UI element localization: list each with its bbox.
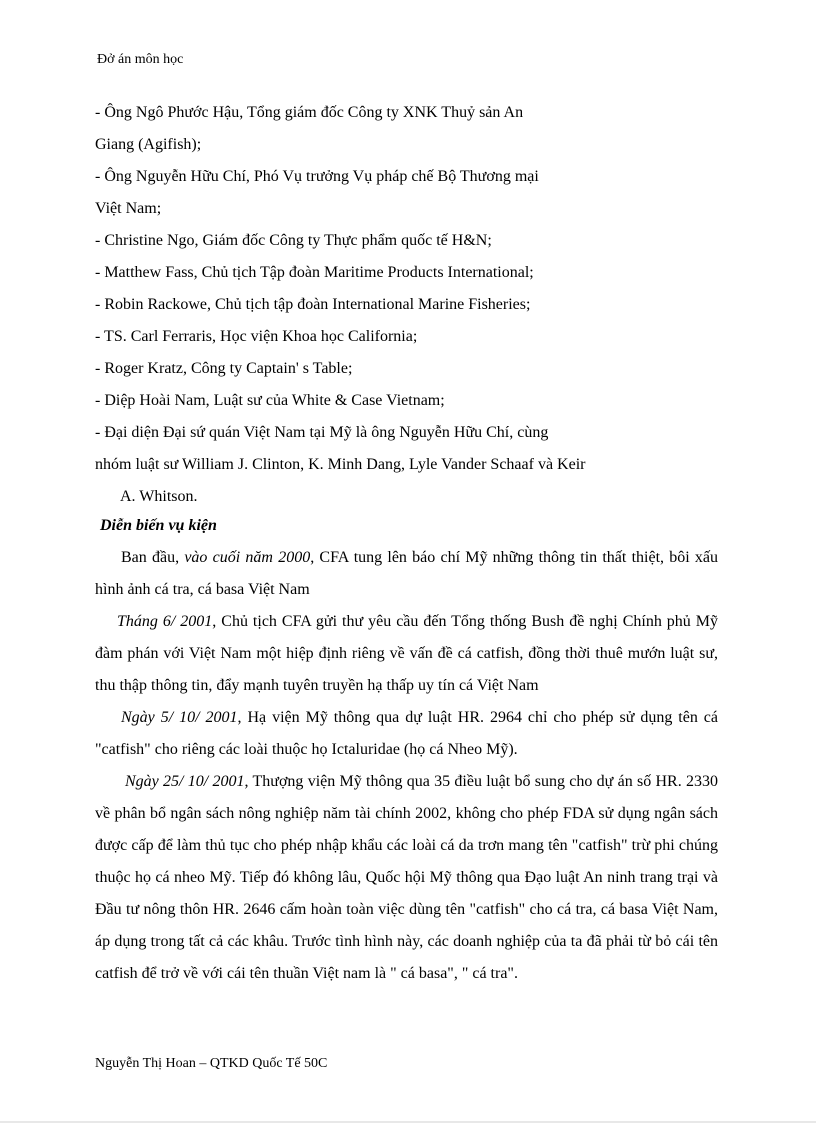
paragraph [95,542,718,606]
list-line: A. Whitson. [120,488,198,505]
section-heading: Diễn biến vụ kiện [100,517,217,534]
paragraph [95,702,718,766]
paragraph-date: Tháng 6/ 2001 [117,613,213,630]
page-footer: Nguyễn Thị Hoan – QTKD Quốc Tế 50C [95,1056,328,1071]
list-line: - Matthew Fass, Chủ tịch Tập đoàn Maritime Products International; [95,264,534,281]
list-line: - Roger Kratz, Công ty Captain' s Table; [95,360,353,377]
paragraph-text: , Thượng viện Mỹ thông qua 35 điều luật bổ sung cho dự án số HR. 2330 về phân bổ ngân sách nông nghiệp năm tài chính 2002, không cho phép FDA sử dụng ngân sách được cấp để làm thủ tục cho phép nhập khẩu các loài cá da trơn mang tên "catfish" trừ phi chúng thuộc họ cá nheo Mỹ. Tiếp đó không lâu, Quốc hội Mỹ thông qua Đạo luật An ninh trang trại và Đầu tư nông thôn HR. 2646 cấm hoàn toàn việc dùng tên "catfish" cho cá tra, cá basa Việt Nam, áp dụng trong tất cả các khâu. Trước tình hình này, các doanh nghiệp của ta đã phải từ bỏ cái tên catfish để trở về với cái tên thuần Việt nam là " cá basa", " cá tra". [95,773,719,982]
list-line: - TS. Carl Ferraris, Học viện Khoa học California; [95,328,418,345]
paragraph-lead: Ban đầu, [121,549,185,566]
list-line: - Diệp Hoài Nam, Luật sư của White & Case Vietnam; [95,392,445,409]
list-line: - Ông Ngô Phước Hậu, Tổng giám đốc Công ty XNK Thuỷ sản An [95,104,524,121]
paragraph-text: , Hạ viện Mỹ thông qua dự luật HR. 2964 chỉ cho phép sử dụng tên cá "catfish" cho riêng các loài thuộc họ Ictaluridae (họ cá Nheo Mỹ). [95,709,719,758]
paragraph [95,766,718,990]
list-line: - Ông Nguyễn Hữu Chí, Phó Vụ trưởng Vụ pháp chế Bộ Thương mại [95,168,539,185]
paragraph-date: Ngày 5/ 10/ 2001 [121,709,238,726]
list-line: nhóm luật sư William J. Clinton, K. Minh Dang, Lyle Vander Schaaf và Keir [95,456,586,473]
list-line: - Robin Rackowe, Chủ tịch tập đoàn International Marine Fisheries; [95,296,531,313]
page-header: Đở án môn học [97,52,184,67]
list-line: - Christine Ngo, Giám đốc Công ty Thực phẩm quốc tế H&N; [95,232,492,249]
paragraph-date: vào cuối năm 2000 [184,549,311,566]
list-line: - Đại diện Đại sứ quán Việt Nam tại Mỹ là ông Nguyễn Hữu Chí, cùng [95,424,549,441]
paragraph-text: , Chủ tịch CFA gửi thư yêu cầu đến Tổng thống Bush đề nghị Chính phủ Mỹ đàm phán với Việt Nam một hiệp định riêng về vấn đề cá catfish, đồng thời thuê mướn luật sư, thu thập thông tin, đẩy mạnh tuyên truyền hạ thấp uy tín cá Việt Nam [95,613,718,694]
paragraph [95,606,718,702]
list-line: Giang (Agifish); [95,136,202,153]
list-line: Việt Nam; [95,200,162,217]
paragraph-text: , CFA tung lên báo chí Mỹ những thông tin thất thiệt, bôi xấu hình ảnh cá tra, cá basa Việt Nam [95,549,719,598]
paragraph-date: Ngày 25/ 10/ 2001 [125,773,245,790]
